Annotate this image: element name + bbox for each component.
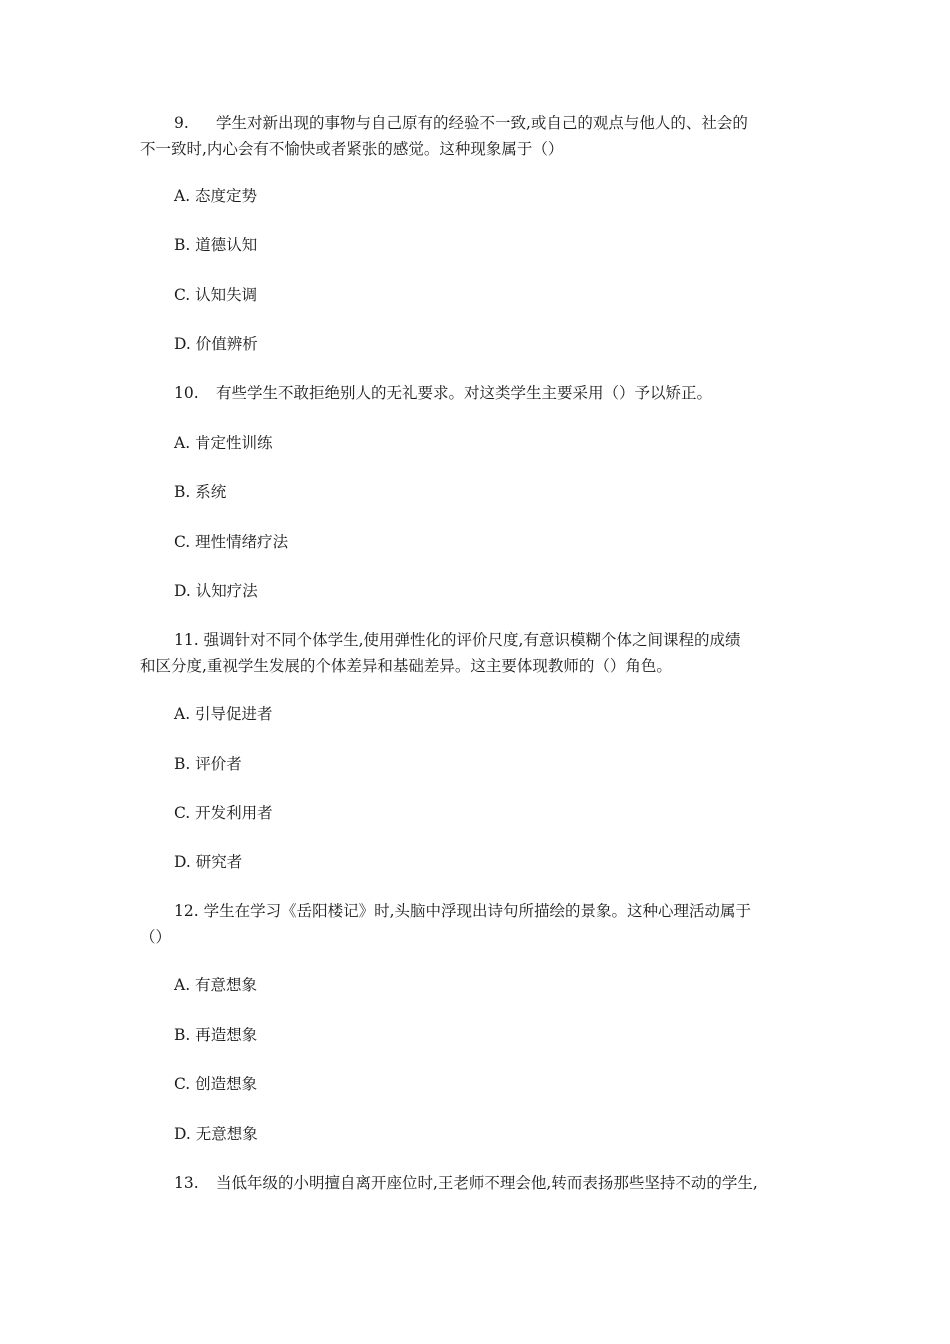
option-c: C. 认知失调 [174, 286, 258, 304]
question-stem-line1: 强调针对不同个体学生,使用弹性化的评价尺度,有意识模糊个体之间课程的成绩 [203, 631, 741, 649]
question-9 [140, 110, 820, 162]
question-stem-line2: 和区分度,重视学生发展的个体差异和基础差异。这主要体现教师的（）角色。 [140, 657, 672, 675]
question-stem-line2: 不一致时,内心会有不愉快或者紧张的感觉。这种现象属于（） [140, 140, 564, 158]
question-stem-line1: 有些学生不敢拒绝别人的无礼要求。对这类学生主要采用（）予以矫正。 [216, 384, 713, 402]
option-d: D. 无意想象 [174, 1125, 258, 1143]
option-d: D. 认知疗法 [174, 582, 258, 600]
question-stem-line1: 学生在学习《岳阳楼记》时,头脑中浮现出诗句所描绘的景象。这种心理活动属于 [203, 902, 752, 920]
option-a: A. 态度定势 [174, 187, 258, 205]
question-11 [140, 627, 820, 679]
question-number: 11. [174, 631, 199, 649]
option-c: C. 开发利用者 [174, 804, 273, 822]
question-10 [140, 380, 820, 406]
option-d: D. 研究者 [174, 853, 243, 871]
option-c: C. 理性情绪疗法 [174, 533, 289, 551]
question-stem-line1: 当低年级的小明擅自离开座位时,王老师不理会他,转而表扬那些坚持不动的学生, [216, 1174, 758, 1192]
question-number: 12. [174, 902, 199, 920]
question-12 [140, 898, 820, 950]
question-number: 10. [174, 384, 199, 402]
question-stem-line1: 学生对新出现的事物与自己原有的经验不一致,或自己的观点与他人的、社会的 [216, 114, 748, 132]
option-c: C. 创造想象 [174, 1075, 258, 1093]
option-b: B. 再造想象 [174, 1026, 258, 1044]
question-number: 9. [174, 114, 189, 132]
option-a: A. 肯定性训练 [174, 434, 273, 452]
question-stem-line2: （） [140, 928, 172, 946]
option-a: A. 有意想象 [174, 976, 258, 994]
option-a: A. 引导促进者 [174, 705, 273, 723]
option-b: B. 道德认知 [174, 236, 258, 254]
option-b: B. 系统 [174, 483, 227, 501]
option-b: B. 评价者 [174, 755, 242, 773]
question-13 [140, 1170, 820, 1196]
question-number: 13. [174, 1174, 199, 1192]
option-d: D. 价值辨析 [174, 335, 258, 353]
